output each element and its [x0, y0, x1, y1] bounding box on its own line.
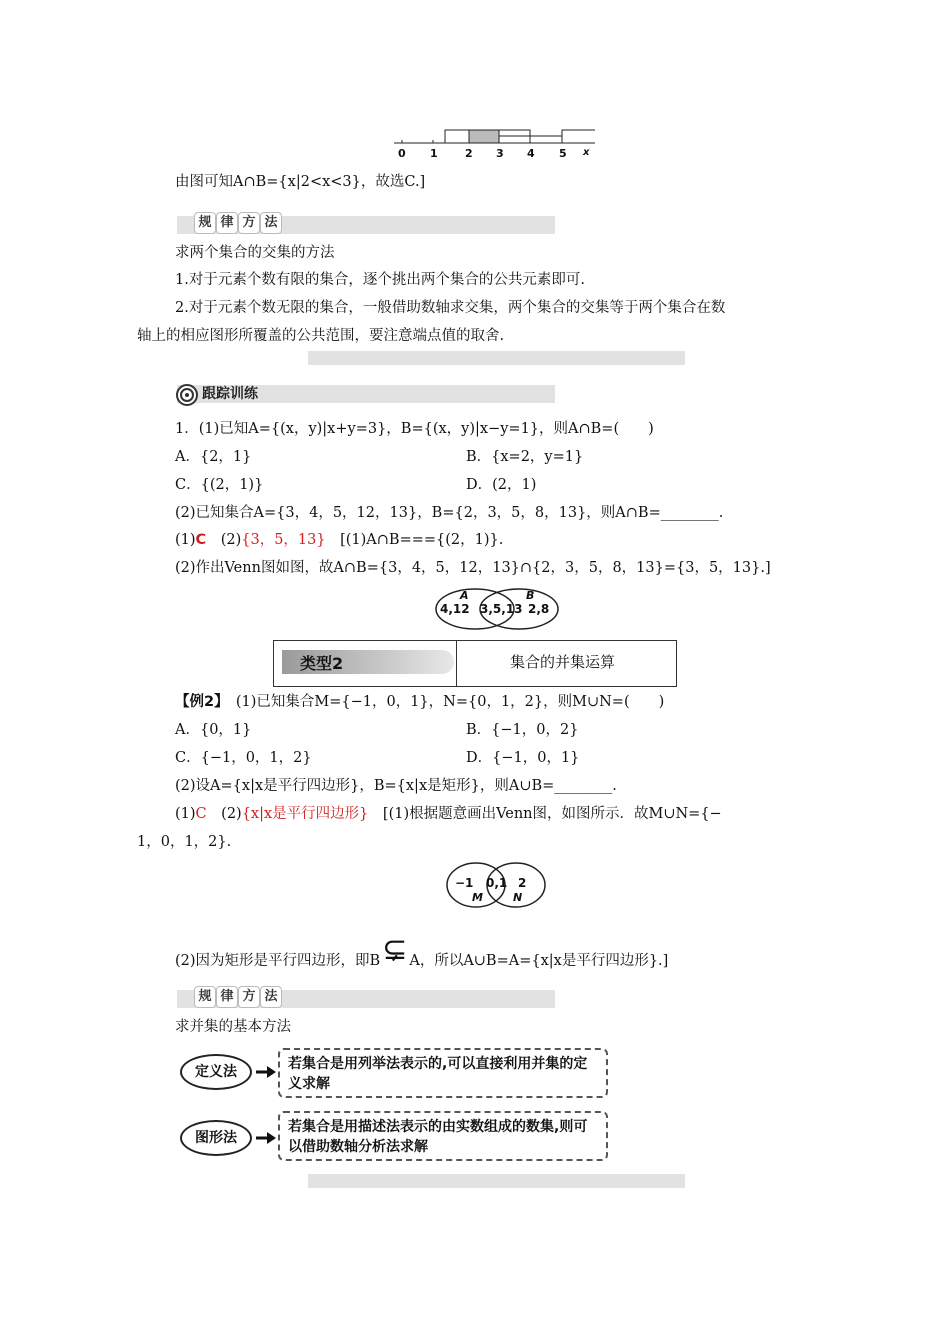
banner-char: 律 — [217, 213, 237, 233]
method-title: 求两个集合的交集的方法 — [175, 245, 335, 261]
definition-method-box: 若集合是用列举法表示的,可以直接利用并集的定义求解 — [278, 1048, 608, 1098]
method-item-2: 2.对于元素个数无限的集合，一般借助数轴求交集，两个集合的交集等于两个集合在数 — [175, 300, 726, 316]
tracking-banner — [177, 385, 555, 403]
arrow-right-icon — [254, 1064, 278, 1080]
venn-mn-intersection: 0,1 — [486, 876, 508, 890]
venn-m-region: −1 — [455, 876, 474, 890]
type-title: 集合的并集运算 — [510, 653, 616, 671]
example-explanation — [175, 932, 669, 970]
venn-n-region: 2 — [518, 876, 527, 890]
arrow-right-icon — [254, 1130, 278, 1146]
banner-char: 法 — [261, 987, 281, 1007]
answer-text: (2) — [206, 532, 242, 548]
tick-label-1: 1 — [430, 147, 438, 160]
type-tag: 类型2 — [300, 654, 344, 673]
graphic-method-oval: 图形法 — [180, 1120, 252, 1156]
intro-line: 由图可知A∩B={x|2<x<3}，故选C.] — [175, 174, 426, 190]
example-option-b: B．{−1，0，2} — [466, 722, 579, 738]
method-item-2-cont: 轴上的相应图形所覆盖的公共范围，要注意端点值的取舍. — [137, 328, 505, 344]
answer-text: [(1)A∩B==={(2，1)}. — [325, 532, 504, 548]
method-banner — [177, 216, 555, 234]
explanation-text: A，所以A∪B=A={x|x是平行四边形}.] — [409, 953, 669, 969]
method-banner — [177, 990, 555, 1008]
venn-label-n: N — [513, 891, 523, 904]
answer-set: {x|x是平行四边形} — [241, 806, 369, 822]
graphic-method-box: 若集合是用描述法表示的由实数组成的数集,则可以借助数轴分析法求解 — [278, 1111, 608, 1161]
example-question-2: (2)设A={x|x是平行四边形}，B={x|x是矩形}，则A∪B=________. — [175, 778, 617, 794]
tracking-q1: 1．(1)已知A={(x，y)|x+y=3}，B={(x，y)|x−y=1}，则A∩B=( ) — [175, 421, 654, 437]
answer-set: {3，5，13} — [241, 532, 326, 548]
tick-label-2: 2 — [465, 147, 473, 160]
venn-label-m: M — [472, 891, 483, 904]
tick-label-0: 0 — [398, 147, 406, 160]
example-head: 【例2】 — [175, 694, 222, 710]
venn-right-region: 2,8 — [528, 602, 550, 616]
example-option-c: C．{−1，0，1，2} — [175, 750, 312, 766]
type-header — [273, 640, 677, 687]
number-line-figure — [390, 124, 600, 164]
method-item-1: 1.对于元素个数有限的集合，逐个挑出两个集合的公共元素即可. — [175, 272, 585, 288]
venn-label-b: B — [526, 589, 535, 602]
explanation-text: (2)因为矩形是平行四边形，即B — [175, 953, 381, 969]
example-question-1 — [175, 690, 664, 711]
banner-char: 规 — [195, 213, 215, 233]
divider-bar — [308, 1174, 685, 1188]
tracking-option-b: B．{x=2，y=1} — [466, 449, 584, 465]
answer-choice: C — [195, 806, 207, 822]
tracking-banner-label: 跟踪训练 — [202, 386, 258, 402]
tracking-answer — [175, 528, 503, 549]
answer-choice: C — [195, 532, 207, 548]
example-q1-text: (1)已知集合M={−1，0，1}，N={0，1，2}，则M∪N=( ) — [221, 694, 665, 710]
example-answer-cont: 1，0，1，2}. — [137, 834, 232, 850]
tick-label-4: 4 — [527, 147, 535, 160]
venn-middle-region: 3,5,13 — [480, 602, 523, 616]
banner-char: 规 — [195, 987, 215, 1007]
divider-bar — [308, 351, 685, 365]
venn-left-region: 4,12 — [440, 602, 470, 616]
answer-text: (1) — [175, 532, 196, 548]
banner-char: 律 — [217, 987, 237, 1007]
example-answer — [175, 802, 722, 823]
axis-label-x: x — [583, 147, 590, 158]
example-option-a: A．{0，1} — [175, 722, 252, 738]
example-option-d: D．{−1，0，1} — [466, 750, 580, 766]
tracking-option-d: D．(2，1) — [466, 477, 537, 493]
definition-method-oval: 定义法 — [180, 1054, 252, 1090]
proper-subset-symbol: ⊊ — [382, 932, 408, 967]
banner-char: 方 — [239, 213, 259, 233]
banner-char: 方 — [239, 987, 259, 1007]
venn-label-a: A — [460, 589, 469, 602]
tracking-explanation: (2)作出Venn图如图，故A∩B={3，4，5，12，13}∩{2，3，5，8，13}={3，5，13}.] — [175, 560, 771, 576]
tick-label-3: 3 — [496, 147, 504, 160]
tracking-option-a: A．{2，1} — [175, 449, 252, 465]
banner-char: 法 — [261, 213, 281, 233]
answer-text: (1) — [175, 806, 196, 822]
tick-label-5: 5 — [559, 147, 567, 160]
tracking-q2: (2)已知集合A={3，4，5，12，13}，B={2，3，5，8，13}，则A∩B=________. — [175, 505, 724, 521]
answer-text: (2) — [206, 806, 242, 822]
type-tag-cell — [274, 641, 457, 686]
answer-text: [(1)根据题意画出Venn图，如图所示．故M∪N={− — [368, 806, 722, 822]
target-icon — [175, 383, 199, 407]
tracking-option-c: C．{(2，1)} — [175, 477, 264, 493]
method2-title: 求并集的基本方法 — [175, 1019, 291, 1035]
